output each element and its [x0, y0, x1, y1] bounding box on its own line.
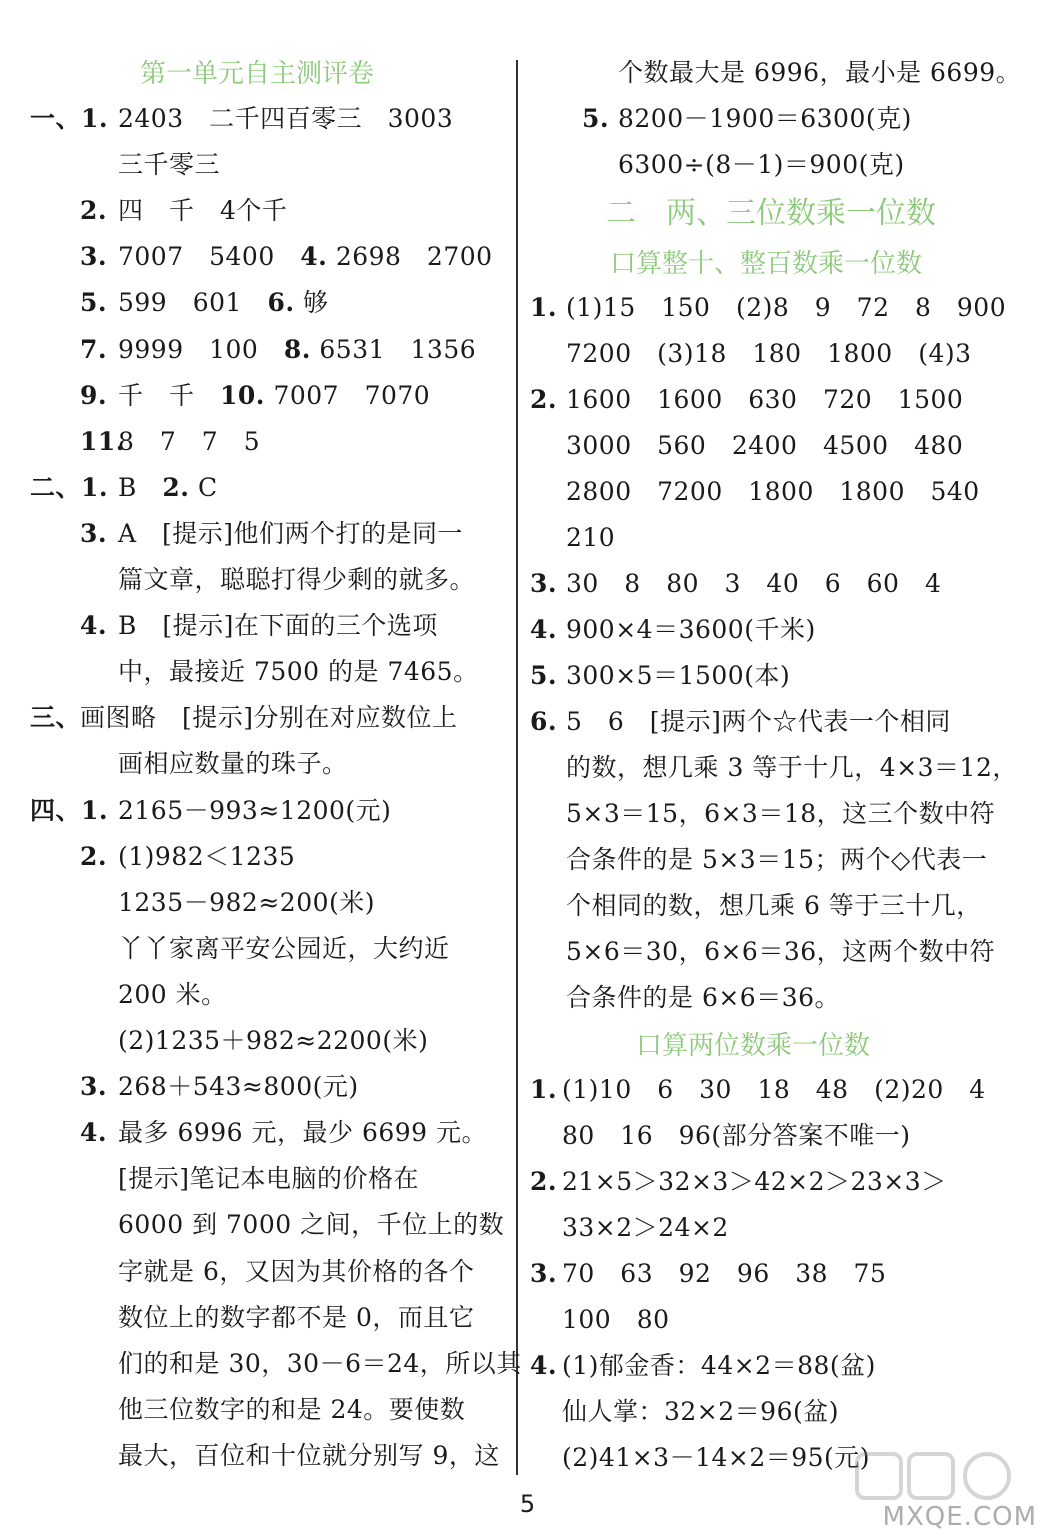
- answer-text: 200 米。: [118, 979, 227, 1009]
- item-number: 4.: [530, 615, 558, 644]
- item-number: 4.: [80, 611, 108, 641]
- answer-text: 33×2＞24×2: [562, 1213, 729, 1242]
- answer-text: 们的和是 30，30－6＝24，所以其: [118, 1348, 522, 1378]
- chapter-title: 二 两、三位数乘一位数: [606, 196, 936, 231]
- answer-text: 合条件的是 5×3＝15；两个◇代表一: [566, 845, 988, 874]
- item-number: 4.: [80, 1118, 108, 1148]
- item-number: 3.: [80, 242, 108, 272]
- section-title: 第一单元自主测评卷: [140, 59, 375, 89]
- answer-text: 2403 二千四百零三 3003: [118, 104, 454, 133]
- answer-text: 千 千 10. 7007 7070: [118, 380, 431, 410]
- item-number: 1.: [530, 293, 558, 322]
- item-number: 三、: [30, 703, 82, 733]
- item-number: 9.: [80, 380, 108, 410]
- answer-text: 268＋543≈800(元): [118, 1072, 359, 1102]
- item-number: 2.: [80, 196, 108, 226]
- answer-text: 1600 1600 630 720 1500: [566, 385, 964, 414]
- answer-text: 最多 6996 元，最少 6699 元。: [118, 1118, 488, 1148]
- answer-text: 中，最接近 7500 的是 7465。: [118, 657, 479, 687]
- item-number: 2.: [530, 385, 558, 414]
- answer-text: (1)982＜1235: [118, 841, 296, 871]
- answer-text: 三千零三: [118, 150, 221, 180]
- answer-text: 3000 560 2400 4500 480: [566, 431, 964, 460]
- item-number: 2.: [80, 841, 108, 871]
- answer-text: 7200 (3)18 180 1800 (4)3: [566, 339, 972, 368]
- answer-text: 70 63 92 96 38 75: [562, 1259, 887, 1288]
- column-divider: [516, 60, 518, 1475]
- item-number: 5.: [80, 288, 108, 318]
- answer-text: 数位上的数字都不是 0，而且它: [118, 1302, 475, 1332]
- answer-text: 8 7 7 5: [118, 426, 261, 456]
- item-number: 4.: [530, 1351, 558, 1380]
- item-number: 3.: [530, 569, 558, 598]
- item-number: 四、1.: [30, 795, 109, 825]
- answer-text: B [提示]在下面的三个选项: [118, 611, 438, 641]
- answer-text: 合条件的是 6×6＝36。: [566, 983, 841, 1012]
- answer-text: 5×6＝30，6×6＝36，这两个数中符: [566, 937, 996, 966]
- answer-text: (1)郁金香：44×2＝88(盆): [562, 1351, 876, 1380]
- item-number: 3.: [80, 1072, 108, 1102]
- answer-text: 300×5＝1500(本): [566, 661, 791, 690]
- answer-text: 7007 5400 4. 2698 2700: [118, 242, 493, 272]
- section-title: 口算整十、整百数乘一位数: [610, 249, 923, 279]
- answer-text: [提示]笔记本电脑的价格在: [118, 1164, 420, 1194]
- answer-text: 21×5＞32×3＞42×2＞23×3＞: [562, 1167, 947, 1196]
- answer-text: 他三位数字的和是 24。要使数: [118, 1394, 466, 1424]
- answer-text: 2800 7200 1800 1800 540: [566, 477, 980, 506]
- item-number: 一、1.: [30, 104, 109, 133]
- item-number: 2.: [530, 1167, 558, 1196]
- item-number: 6.: [530, 707, 558, 736]
- answer-text: B 2. C: [118, 472, 218, 502]
- answer-text: 9999 100 8. 6531 1356: [118, 334, 477, 364]
- answer-text: 5 6 [提示]两个☆代表一个相同: [566, 707, 951, 736]
- item-number: 11.: [80, 426, 125, 456]
- answer-text: (2)1235＋982≈2200(米): [118, 1026, 429, 1055]
- answer-text: 画相应数量的珠子。: [118, 749, 348, 779]
- answer-text: 仙人掌：32×2＝96(盆): [562, 1397, 839, 1426]
- answer-text: (1)10 6 30 18 48 (2)20 4: [562, 1075, 986, 1104]
- item-number: 5.: [582, 104, 610, 133]
- answer-text: 1235－982≈200(米): [118, 887, 376, 917]
- answer-text: 篇文章，聪聪打得少剩的就多。: [118, 565, 476, 594]
- item-number: 3.: [80, 518, 108, 548]
- answer-text: 字就是 6，又因为其价格的各个: [118, 1256, 475, 1286]
- answer-text: 丫丫家离平安公园近，大约近: [118, 933, 450, 963]
- answer-text: 6000 到 7000 之间，千位上的数: [118, 1210, 505, 1240]
- answer-text: 画图略 [提示]分别在对应数位上: [80, 703, 458, 733]
- page-number: 5: [519, 1490, 536, 1518]
- watermark-text: MXQE.COM: [882, 1502, 1037, 1532]
- answer-text: 6300÷(8－1)＝900(克): [618, 150, 905, 179]
- answer-text: 的数，想几乘 3 等于十几，4×3＝12，: [566, 753, 1018, 782]
- item-number: 3.: [530, 1259, 558, 1288]
- answer-text: 100 80: [562, 1305, 670, 1334]
- answer-text: 80 16 96(部分答案不唯一): [562, 1121, 911, 1150]
- answer-text: A [提示]他们两个打的是同一: [118, 518, 464, 548]
- answer-text: 8200－1900＝6300(克): [618, 104, 912, 133]
- answer-text: (1)15 150 (2)8 9 72 8 900: [566, 293, 1007, 322]
- answer-text: 900×4＝3600(千米): [566, 615, 816, 644]
- item-number: 1.: [530, 1075, 558, 1104]
- answer-text: 5×3＝15，6×3＝18，这三个数中符: [566, 799, 996, 828]
- answer-text: 个数最大是 6996，最小是 6699。: [618, 58, 1022, 87]
- section-title: 口算两位数乘一位数: [636, 1031, 871, 1061]
- item-number: 7.: [80, 334, 108, 364]
- item-number: 二、1.: [30, 472, 109, 502]
- answer-text: 最大，百位和十位就分别写 9，这: [118, 1440, 500, 1470]
- answer-text: (2)41×3－14×2＝95(元): [562, 1443, 871, 1472]
- answer-text: 599 601 6. 够: [118, 288, 329, 318]
- answer-text: 30 8 80 3 40 6 60 4: [566, 569, 942, 598]
- answer-text: 个相同的数，想几乘 6 等于三十几，: [566, 891, 982, 920]
- answer-text: 2165－993≈1200(元): [118, 795, 392, 825]
- item-number: 5.: [530, 661, 558, 690]
- answer-text: 210: [566, 523, 616, 552]
- answer-text: 四 千 4个千: [118, 196, 288, 226]
